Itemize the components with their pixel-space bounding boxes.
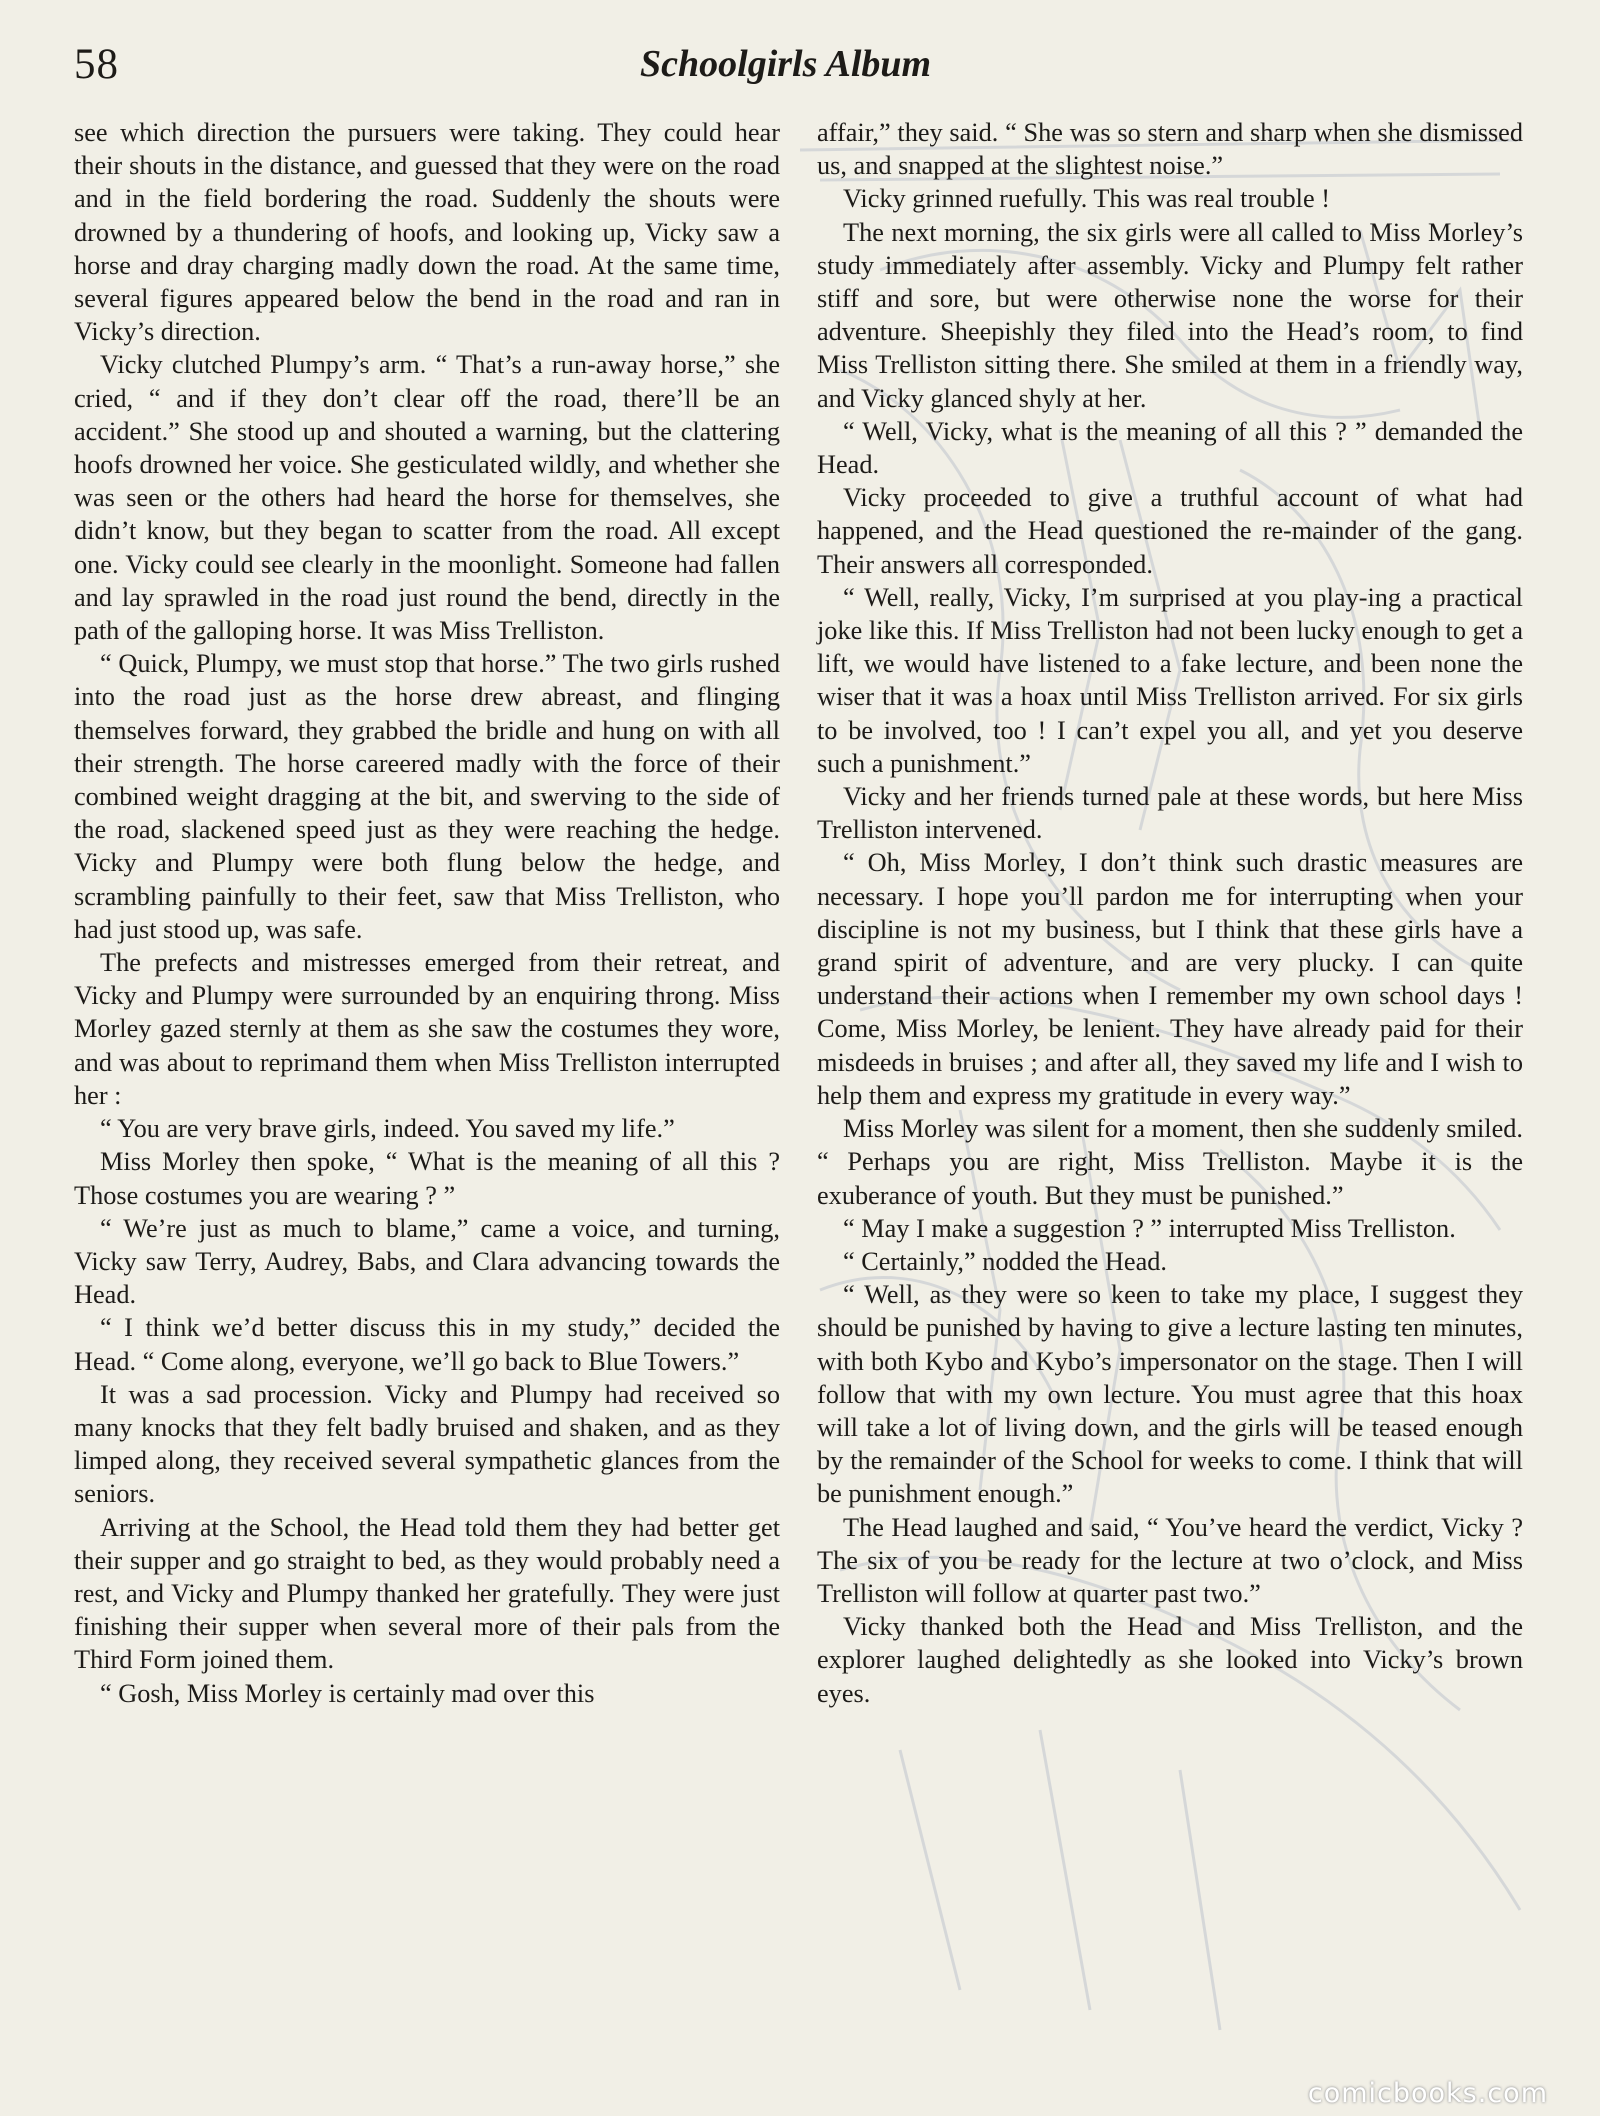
paragraph: Vicky grinned ruefully. This was real trouble ! [843,184,1330,214]
paragraph: Miss Morley then spoke, “ What is the meaning of all this ? Those costumes you are wearing ? ” [74,1147,780,1210]
paragraph: “ We’re just as much to blame,” came a voice, and turning, Vicky saw Terry, Audrey, Babs, and Clara advancing towards the Head. [74,1213,780,1310]
paragraph: “ Gosh, Miss Morley is certainly mad over this [100,1678,595,1708]
paragraph: “ Well, as they were so keen to take my place, I suggest they should be punished by having to give a lecture lasting ten minutes, with both Kybo and Kybo’s impersonator on the stage. Then I will follow that with my own lecture. You must agree that this hoax will take a lot of living down, and the girls will be teased enough by the remainder of the School for weeks to come. I think that will be punishment enough.” [817,1280,1523,1509]
paragraph: It was a sad procession. Vicky and Plumpy had received so many knocks that they felt badly bruised and shaken, and as they limped along, they received several sympathetic glances from the seniors. [74,1379,780,1509]
paragraph: “ Certainly,” nodded the Head. [843,1246,1167,1276]
paragraph: see which direction the pursuers were taking. They could hear their shouts in the distance, and guessed that they were on the road and in the field bordering the road. Suddenly the shouts were drowned by a thundering of hoofs, and looking up, Vicky saw a horse and dray charging madly down the road. At the same time, several figures appeared below the bend in the road and ran in Vicky’s direction. [74,118,780,347]
paragraph: “ You are very brave girls, indeed. You saved my life.” [100,1114,675,1144]
paragraph: Arriving at the School, the Head told them they had better get their supper and go straight to bed, as they would probably need a rest, and Vicky and Plumpy thanked her gratefully. They were just finishing their supper when several more of their pals from the Third Form joined them. [74,1512,780,1675]
paragraph: affair,” they said. “ She was so stern and sharp when she dismissed us, and snapped at the slightest noise.” [817,118,1523,181]
right-text-column [817,116,1523,1710]
paragraph: “ Well, Vicky, what is the meaning of all this ? ” demanded the Head. [817,416,1523,480]
paragraph: “ Well, really, Vicky, I’m surprised at you play-ing a practical joke like this. If Miss Trelliston had not been lucky enough to get a lift, we would have listened to a fake lecture, and been none the wiser that it was a hoax until Miss Trelliston arrived. For six girls to be involved, too ! I can’t expel you all, and yet you deserve such a punishment.” [817,582,1523,778]
paragraph: Vicky thanked both the Head and Miss Trelliston, and the explorer laughed delightedly as she looked into Vicky’s brown eyes. [817,1612,1523,1708]
paragraph: “ Oh, Miss Morley, I don’t think such drastic measures are necessary. I hope you’ll pardon me for interrupting when your discipline is not my business, but I think that these girls have a grand spirit of adventure, and are very plucky. I can quite understand their actions when I remember my own school days ! Come, Miss Morley, be lenient. They have already paid for their misdeeds in bruises ; and after all, they saved my life and I wish to help them and express my gratitude in every way.” [817,848,1523,1110]
paragraph: The next morning, the six girls were all called to Miss Morley’s study immediately after assembly. Vicky and Plumpy felt rather stiff and sore, but were otherwise none the worse for their adventure. Sheepishly they filed into the Head’s room, to find Miss Trelliston sitting there. She smiled at them in a friendly way, and Vicky glanced shyly at her. [817,217,1523,413]
paragraph: The prefects and mistresses emerged from their retreat, and Vicky and Plumpy were surrounded by an enquiring throng. Miss Morley gazed sternly at them as she saw the costumes they wore, and was about to reprimand them when Miss Trelliston interrupted her : [74,948,780,1110]
paragraph: “ Quick, Plumpy, we must stop that horse.” The two girls rushed into the road just as the horse drew abreast, and flinging themselves forward, they grabbed the bridle and hung on with all their strength. The horse careered madly with the force of their combined weight dragging at the bit, and swerving to the side of the road, slackened speed just as they were reaching the hedge. Vicky and Plumpy were both flung below the hedge, and scrambling painfully to their feet, saw that Miss Trelliston, who had just stood up, was safe. [74,649,780,944]
paragraph: “ May I make a suggestion ? ” interrupted Miss Trelliston. [843,1213,1456,1243]
source-watermark: comicbooks.com [1307,2078,1548,2109]
page-header [74,40,1554,100]
paragraph: Vicky proceeded to give a truthful account of what had happened, and the Head questioned the re-mainder of the gang. Their answers all corresponded. [817,483,1523,579]
left-text-column [74,116,780,1710]
paragraph: The Head laughed and said, “ You’ve heard the verdict, Vicky ? The six of you be ready for the lecture at two o’clock, and Miss Trelliston will follow at quarter past two.” [817,1512,1523,1608]
magazine-title: Schoolgirls Album [640,43,932,85]
paragraph: Vicky clutched Plumpy’s arm. “ That’s a run-away horse,” she cried, “ and if they don’t clear off the road, there’ll be an accident.” She stood up and shouted a warning, but the clattering hoofs drowned her voice. She gesticulated wildly, and whether she was seen or the others had heard the horse for themselves, she didn’t know, but they began to scatter from the road. All except one. Vicky could see clearly in the moonlight. Someone had fallen and lay sprawled in the road just round the bend, directly in the path of the galloping horse. It was Miss Trelliston. [74,350,780,646]
paragraph: Miss Morley was silent for a moment, then she suddenly smiled. “ Perhaps you are right, Miss Trelliston. Maybe it is the exuberance of youth. But they must be punished.” [817,1114,1523,1210]
page-number: 58 [74,41,119,88]
paragraph: Vicky and her friends turned pale at these words, but here Miss Trelliston intervened. [817,782,1523,845]
paragraph: “ I think we’d better discuss this in my study,” decided the Head. “ Come along, everyone, we’ll go back to Blue Towers.” [74,1313,780,1376]
